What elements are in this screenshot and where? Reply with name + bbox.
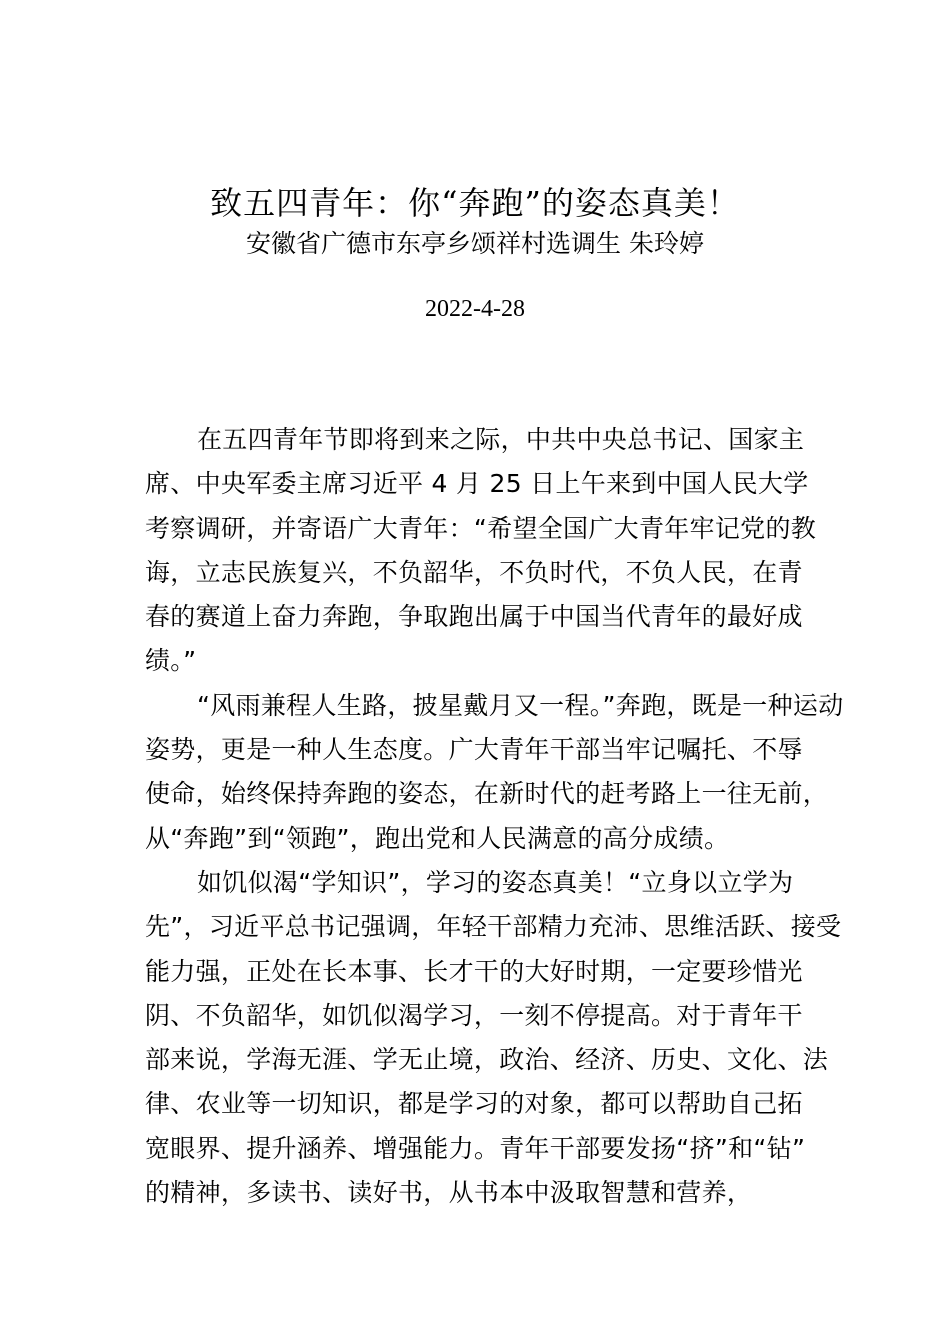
text-line: 能力强，正处在长本事、长才干的大好时期，一定要珍惜光 <box>145 956 803 986</box>
text-line: 律、农业等一切知识，都是学习的对象，都可以帮助自己拓 <box>145 1089 803 1119</box>
document-author: 安徽省广德市东亭乡颂祥村选调生 朱玲婷 <box>246 229 704 258</box>
text-line: 春的赛道上奋力奔跑，争取跑出属于中国当代青年的最好成 <box>145 602 803 632</box>
text-line: 部来说，学海无涯、学无止境，政治、经济、历史、文化、法 <box>145 1045 829 1075</box>
text-line: 先”，习近平总书记强调，年轻干部精力充沛、思维活跃、接受 <box>145 912 842 942</box>
text-line: 宽眼界、提升涵养、增强能力。青年干部要发扬“挤”和“钻” <box>145 1133 806 1163</box>
text-line: 如饥似渴“学知识”，学习的姿态真美！“立身以立学为 <box>197 867 794 897</box>
text-line: 考察调研，并寄语广大青年：“希望全国广大青年牢记党的教 <box>145 513 817 543</box>
paragraph-2 <box>145 684 844 861</box>
text-line: 诲，立志民族复兴，不负韶华，不负时代，不负人民，在青 <box>145 557 803 587</box>
text-line: 绩。” <box>145 646 197 676</box>
document-date: 2022-4-28 <box>425 296 525 322</box>
document-body <box>145 418 844 1215</box>
paragraph-1 <box>145 418 835 684</box>
text-line: 使命，始终保持奔跑的姿态，在新时代的赶考路上一往无前， <box>145 779 829 809</box>
paragraph-3 <box>145 861 842 1215</box>
text-line: 在五四青年节即将到来之际，中共中央总书记、国家主 <box>197 425 805 454</box>
document-title: 致五四青年：你“奔跑”的姿态真美！ <box>210 184 740 222</box>
text-line: “风雨兼程人生路，披星戴月又一程。”奔跑，既是一种运动 <box>197 690 844 720</box>
text-line: 的精神，多读书、读好书，从书本中汲取智慧和营养， <box>145 1178 753 1208</box>
text-line: 从“奔跑”到“领跑”，跑出党和人民满意的高分成绩。 <box>145 823 730 853</box>
text-line: 姿势，更是一种人生态度。广大青年干部当牢记嘱托、不辱 <box>145 735 803 765</box>
text-line: 席、中央军委主席习近平 4 月 25 日上午来到中国人民大学 <box>145 469 809 499</box>
text-line: 阴、不负韶华，如饥似渴学习，一刻不停提高。对于青年干 <box>145 1000 803 1030</box>
